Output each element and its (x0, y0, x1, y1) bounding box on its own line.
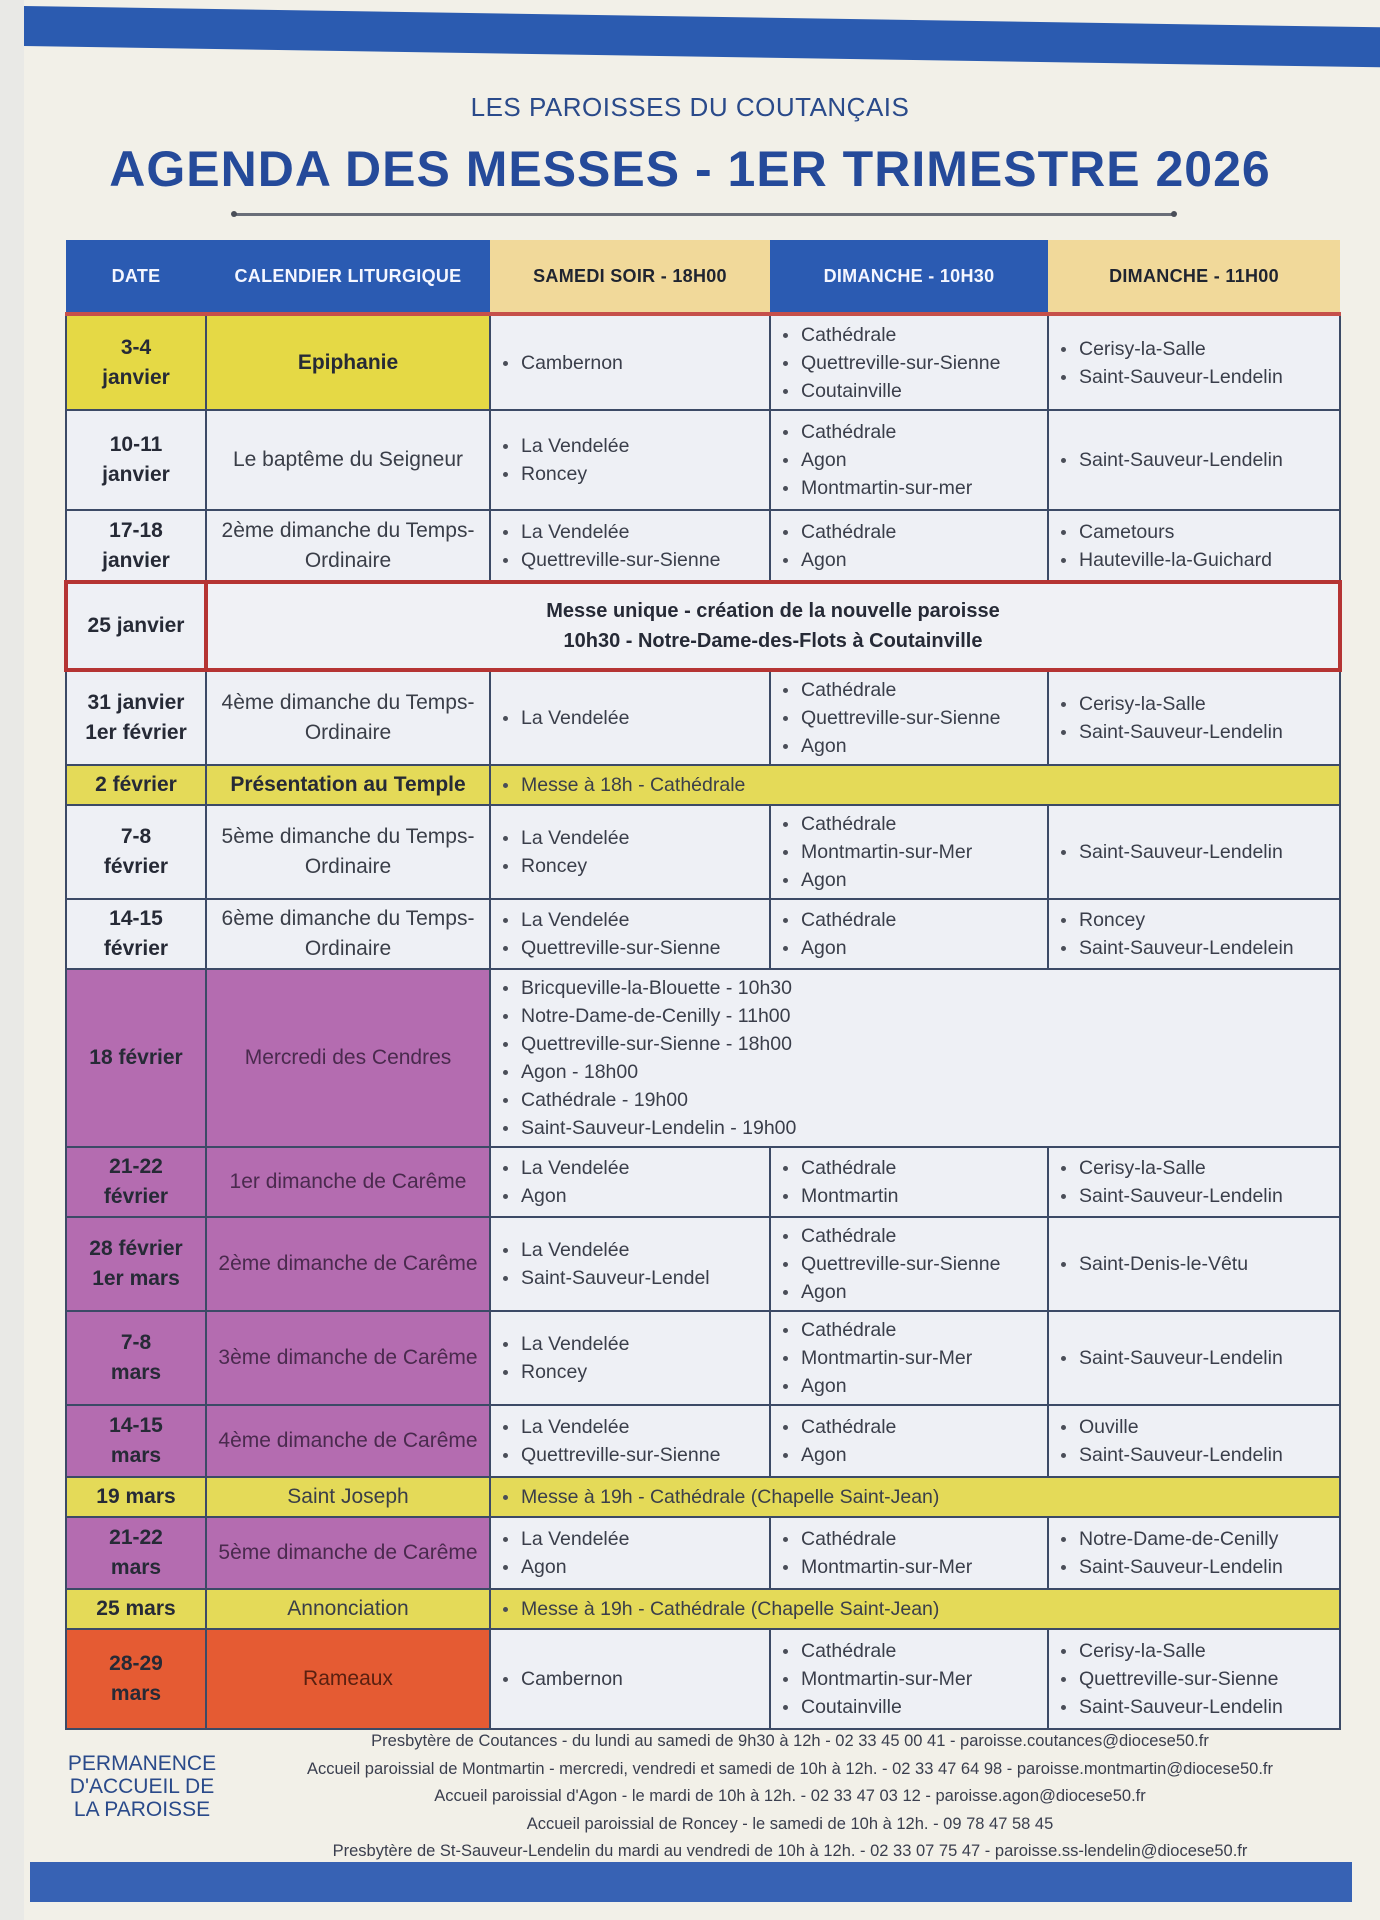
samedi-cell (490, 1311, 770, 1405)
list-item: Agon (779, 934, 1039, 962)
date-cell: 2 février (66, 765, 206, 805)
samedi-cell (490, 1217, 770, 1311)
dim1100-cell (1048, 1405, 1340, 1477)
list-item: Messe à 19h - Cathédrale (Chapelle Saint-Jean) (499, 1595, 1331, 1623)
list-item: Cathédrale (779, 810, 1039, 838)
dim1030-cell (770, 1629, 1048, 1729)
table-row (66, 765, 1340, 805)
list-item: Bricqueville-la-Blouette - 10h30 (499, 974, 1331, 1002)
table-row (66, 1311, 1340, 1405)
list-item: Quettreville-sur-Sienne - 18h00 (499, 1030, 1331, 1058)
list-item: Agon (779, 732, 1039, 760)
table-header-row (66, 240, 1340, 314)
dim1100-cell (1048, 1629, 1340, 1729)
list-item: Agon (779, 1372, 1039, 1400)
dim1030-cell (770, 314, 1048, 410)
list-item: Quettreville-sur-Sienne (779, 349, 1039, 377)
list-item: Cathédrale (779, 1637, 1039, 1665)
list-item: Coutainville (779, 1693, 1039, 1721)
date-cell: 10-11 janvier (66, 410, 206, 510)
list-item: Agon (779, 866, 1039, 894)
date-cell: 25 janvier (66, 582, 206, 670)
list-item: Saint-Sauveur-Lendelin (1057, 718, 1331, 746)
list-item: Quettreville-sur-Sienne (499, 934, 761, 962)
list-item: La Vendelée (499, 906, 761, 934)
date-cell: 21-22 février (66, 1147, 206, 1217)
list-item: Saint-Sauveur-Lendelin (1057, 446, 1331, 474)
list-item: Cathédrale (779, 518, 1039, 546)
list-item: La Vendelée (499, 432, 761, 460)
dim1100-cell (1048, 314, 1340, 410)
date-cell: 3-4 janvier (66, 314, 206, 410)
list-item: Saint-Sauveur-Lendelin (1057, 1553, 1331, 1581)
liturgy-cell: 3ème dimanche de Carême (206, 1311, 490, 1405)
dim1030-cell (770, 1517, 1048, 1589)
date-cell: 17-18 janvier (66, 510, 206, 582)
contact-line: Accueil paroissial d'Agon - le mardi de 10h à 12h. - 02 33 47 03 12 - paroisse.agon@diocese50.fr (434, 1787, 1146, 1805)
list-item: Agon (779, 446, 1039, 474)
dim1030-cell (770, 410, 1048, 510)
list-item: Cathédrale (779, 1316, 1039, 1344)
list-item: Cerisy-la-Salle (1057, 1637, 1331, 1665)
list-item: Saint-Sauveur-Lendelin (1057, 838, 1331, 866)
list-item: Cathédrale (779, 676, 1039, 704)
liturgy-cell: Présentation au Temple (206, 765, 490, 805)
list-item: Cambernon (499, 349, 761, 377)
dim1100-cell (1048, 1311, 1340, 1405)
list-item: Quettreville-sur-Sienne (779, 1250, 1039, 1278)
date-cell: 31 janvier 1er février (66, 670, 206, 765)
dim1030-cell (770, 510, 1048, 582)
liturgy-cell: 4ème dimanche de Carême (206, 1405, 490, 1477)
dim1100-cell (1048, 410, 1340, 510)
liturgy-cell: Mercredi des Cendres (206, 969, 490, 1147)
date-cell: 7-8 février (66, 805, 206, 899)
date-cell: 14-15 février (66, 899, 206, 969)
table-row (66, 805, 1340, 899)
date-cell: 28 février 1er mars (66, 1217, 206, 1311)
list-item: Montmartin-sur-Mer (779, 1665, 1039, 1693)
samedi-cell (490, 1517, 770, 1589)
table-row (66, 1589, 1340, 1629)
list-item: Hauteville-la-Guichard (1057, 546, 1331, 574)
liturgy-cell: Rameaux (206, 1629, 490, 1729)
ash-wednesday-masses (490, 969, 1340, 1147)
list-item: Roncey (1057, 906, 1331, 934)
list-item: Saint-Sauveur-Lendelin (1057, 363, 1331, 391)
list-item: Agon (499, 1553, 761, 1581)
samedi-cell (490, 805, 770, 899)
date-cell: 7-8 mars (66, 1311, 206, 1405)
list-item: Cathédrale (779, 1525, 1039, 1553)
list-item: Agon (779, 1278, 1039, 1306)
list-item: Saint-Sauveur-Lendelein (1057, 934, 1331, 962)
single-mass-note (490, 765, 1340, 805)
table-row (66, 582, 1340, 670)
list-item: Saint-Denis-le-Vêtu (1057, 1250, 1331, 1278)
title-divider (234, 213, 1174, 216)
table-row (66, 1217, 1340, 1311)
dim1030-cell (770, 899, 1048, 969)
single-mass-note (490, 1589, 1340, 1629)
liturgy-cell: Epiphanie (206, 314, 490, 410)
liturgy-cell: Annonciation (206, 1589, 490, 1629)
contact-line: Presbytère de Coutances - du lundi au samedi de 9h30 à 12h - 02 33 45 00 41 - paroisse.coutances@diocese50.fr (371, 1732, 1209, 1750)
date-cell: 28-29 mars (66, 1629, 206, 1729)
list-item: Ouville (1057, 1413, 1331, 1441)
liturgy-cell: 1er dimanche de Carême (206, 1147, 490, 1217)
samedi-cell (490, 1629, 770, 1729)
column-header-date: DATE (66, 240, 206, 314)
list-item: La Vendelée (499, 1413, 761, 1441)
page-title: AGENDA DES MESSES - 1ER TRIMESTRE 2026 (109, 141, 1271, 197)
table-row (66, 510, 1340, 582)
list-item: Messe à 18h - Cathédrale (499, 771, 1331, 799)
list-item: Montmartin-sur-Mer (779, 1553, 1039, 1581)
list-item: Quettreville-sur-Sienne (779, 704, 1039, 732)
list-item: Cathédrale - 19h00 (499, 1086, 1331, 1114)
list-item: Cathédrale (779, 418, 1039, 446)
liturgy-cell: 5ème dimanche du Temps-Ordinaire (206, 805, 490, 899)
liturgy-cell: 6ème dimanche du Temps-Ordinaire (206, 899, 490, 969)
date-cell: 19 mars (66, 1477, 206, 1517)
liturgy-cell: 2ème dimanche du Temps-Ordinaire (206, 510, 490, 582)
list-item: Roncey (499, 1358, 761, 1386)
list-item: Saint-Sauveur-Lendelin (1057, 1182, 1331, 1210)
list-item: La Vendelée (499, 518, 761, 546)
table-row (66, 1147, 1340, 1217)
liturgy-cell: 5ème dimanche de Carême (206, 1517, 490, 1589)
date-cell: 18 février (66, 969, 206, 1147)
list-item: Quettreville-sur-Sienne (499, 1441, 761, 1469)
list-item: Notre-Dame-de-Cenilly - 11h00 (499, 1002, 1331, 1030)
dim1100-cell (1048, 899, 1340, 969)
list-item: Cerisy-la-Salle (1057, 1154, 1331, 1182)
table-row (66, 899, 1340, 969)
list-item: Quettreville-sur-Sienne (1057, 1665, 1331, 1693)
list-item: Messe à 19h - Cathédrale (Chapelle Saint-Jean) (499, 1483, 1331, 1511)
date-cell: 21-22 mars (66, 1517, 206, 1589)
table-row (66, 410, 1340, 510)
list-item: Coutainville (779, 377, 1039, 405)
table-row (66, 1405, 1340, 1477)
list-item: Cametours (1057, 518, 1331, 546)
samedi-cell (490, 670, 770, 765)
liturgy-cell: 4ème dimanche du Temps-Ordinaire (206, 670, 490, 765)
list-item: La Vendelée (499, 1330, 761, 1358)
column-header-sunday-1030: DIMANCHE - 10H30 (770, 240, 1048, 314)
liturgy-cell: 2ème dimanche de Carême (206, 1217, 490, 1311)
samedi-cell (490, 510, 770, 582)
list-item: Cathédrale (779, 1222, 1039, 1250)
list-item: Saint-Sauveur-Lendelin (1057, 1441, 1331, 1469)
list-item: Montmartin-sur-Mer (779, 1344, 1039, 1372)
samedi-cell (490, 899, 770, 969)
table-row (66, 1629, 1340, 1729)
samedi-cell (490, 1147, 770, 1217)
liturgy-cell: Le baptême du Seigneur (206, 410, 490, 510)
dim1100-cell (1048, 1217, 1340, 1311)
dim1030-cell (770, 805, 1048, 899)
contact-line: Presbytère de St-Sauveur-Lendelin du mardi au vendredi de 10h à 12h. - 02 33 07 75 47 - paroisse.ss-lendelin@diocese50.fr (332, 1842, 1248, 1860)
dim1100-cell (1048, 1517, 1340, 1589)
list-item: Cerisy-la-Salle (1057, 690, 1331, 718)
table-row (66, 670, 1340, 765)
date-cell: 14-15 mars (66, 1405, 206, 1477)
table-row (66, 1477, 1340, 1517)
column-header-liturgy: CALENDIER LITURGIQUE (206, 240, 490, 314)
list-item: La Vendelée (499, 704, 761, 732)
list-item: Montmartin (779, 1182, 1039, 1210)
list-item: Agon - 18h00 (499, 1058, 1331, 1086)
list-item: Saint-Sauveur-Lendelin (1057, 1344, 1331, 1372)
bottom-blue-band (30, 1862, 1352, 1902)
mass-schedule-table (64, 240, 1342, 1730)
table-row (66, 969, 1340, 1147)
column-header-saturday: SAMEDI SOIR - 18H00 (490, 240, 770, 314)
list-item: La Vendelée (499, 1154, 761, 1182)
list-item: Roncey (499, 852, 761, 880)
list-item: Cambernon (499, 1665, 761, 1693)
table-row (66, 314, 1340, 410)
list-item: Cathédrale (779, 1154, 1039, 1182)
contact-info (230, 1728, 1350, 1866)
dim1100-cell (1048, 805, 1340, 899)
list-item: La Vendelée (499, 824, 761, 852)
list-item: Cerisy-la-Salle (1057, 335, 1331, 363)
list-item: Agon (499, 1182, 761, 1210)
dim1100-cell (1048, 1147, 1340, 1217)
list-item: Cathédrale (779, 321, 1039, 349)
samedi-cell (490, 410, 770, 510)
contact-line: Accueil paroissial de Roncey - le samedi de 10h à 12h. - 09 78 47 58 45 (526, 1814, 1054, 1833)
dim1030-cell (770, 1311, 1048, 1405)
table-row (66, 1517, 1340, 1589)
list-item: Agon (779, 1441, 1039, 1469)
dim1030-cell (770, 1147, 1048, 1217)
list-item: Montmartin-sur-mer (779, 474, 1039, 502)
date-cell: 25 mars (66, 1589, 206, 1629)
list-item: La Vendelée (499, 1525, 761, 1553)
list-item: Roncey (499, 460, 761, 488)
list-item: Cathédrale (779, 906, 1039, 934)
dim1100-cell (1048, 510, 1340, 582)
liturgy-cell: Saint Joseph (206, 1477, 490, 1517)
contact-line: Accueil paroissial de Montmartin - mercredi, vendredi et samedi de 10h à 12h. - 02 33 47 64 98 - paroisse.montmartin@diocese50.fr (307, 1759, 1273, 1778)
dim1030-cell (770, 670, 1048, 765)
list-item: Quettreville-sur-Sienne (499, 546, 761, 574)
list-item: Agon (779, 546, 1039, 574)
column-header-sunday-1100: DIMANCHE - 11H00 (1048, 240, 1340, 314)
dim1100-cell (1048, 670, 1340, 765)
list-item: Saint-Sauveur-Lendelin (1057, 1693, 1331, 1721)
list-item: Saint-Sauveur-Lendel (499, 1264, 761, 1292)
footer-label: PERMANENCE D'ACCUEIL DE LA PAROISSE (67, 1752, 217, 1821)
special-mass-banner: Messe unique - création de la nouvelle paroisse 10h30 - Notre-Dame-des-Flots à Coutainville (206, 582, 1340, 670)
list-item: Saint-Sauveur-Lendelin - 19h00 (499, 1114, 1331, 1142)
list-item: Cathédrale (779, 1413, 1039, 1441)
subtitle: LES PAROISSES DU COUTANÇAIS (470, 92, 910, 122)
dim1030-cell (770, 1217, 1048, 1311)
list-item: La Vendelée (499, 1236, 761, 1264)
dim1030-cell (770, 1405, 1048, 1477)
samedi-cell (490, 1405, 770, 1477)
list-item: Notre-Dame-de-Cenilly (1057, 1525, 1331, 1553)
list-item: Montmartin-sur-Mer (779, 838, 1039, 866)
samedi-cell (490, 314, 770, 410)
single-mass-note (490, 1477, 1340, 1517)
